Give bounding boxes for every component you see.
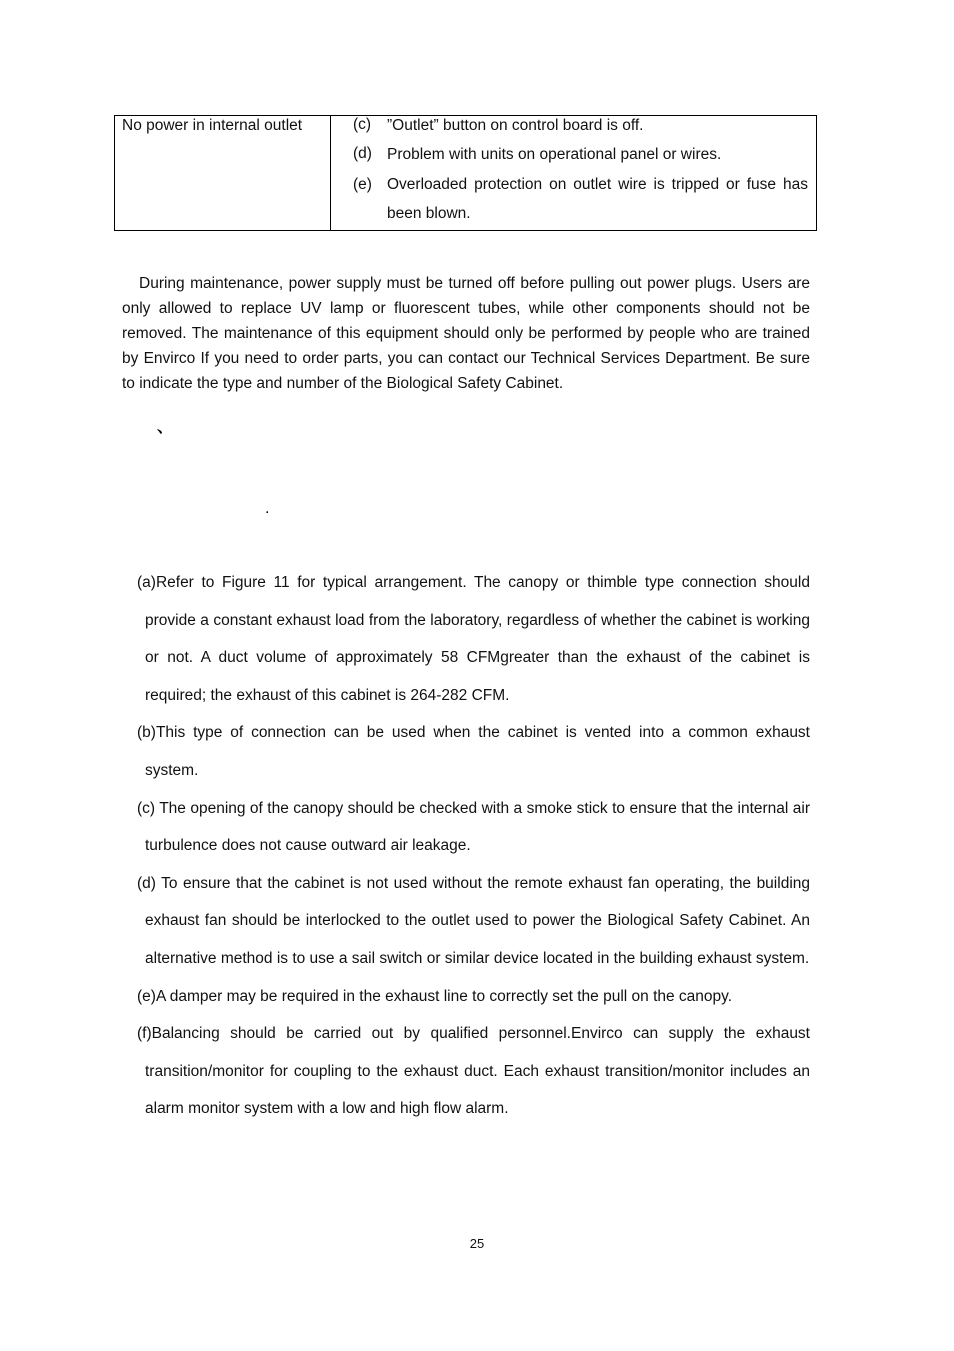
cause-letter: (d): [353, 145, 372, 162]
cause-item: [353, 116, 808, 136]
stray-comma-mark: 、: [157, 419, 174, 436]
troubleshooting-table: [114, 115, 817, 231]
maintenance-paragraph: During maintenance, power supply must be turned off before pulling out power plugs. Users are only allowed to replace UV lamp or fluorescent tubes, while other components should not be removed. The maintenance of this equipment should only be performed by people who are trained by Envirco If you need to order parts, you can contact our Technical Services Department. Be sure to indicate the type and number of the Biological Safety Cabinet.: [122, 275, 810, 392]
problem-cell: No power in internal outlet: [115, 116, 331, 230]
cause-text: Overloaded protection on outlet wire is tripped or fuse has been blown.: [387, 176, 808, 222]
cause-text: ”Outlet” button on control board is off.: [387, 117, 644, 134]
cause-item: [353, 170, 808, 228]
page-number: 25: [469, 1236, 485, 1251]
exhaust-instructions-list: [137, 564, 810, 1128]
cause-item: [353, 145, 808, 165]
cause-letter: (c): [353, 116, 372, 133]
list-item: (d) To ensure that the cabinet is not used without the remote exhaust fan operating, the building exhaust fan should be interlocked to the outlet used to power the Biological Safety Cabinet. An alternative method is to use a sail switch or similar device located in the building exhaust system.: [137, 874, 810, 967]
stray-dot-mark: .: [265, 500, 270, 517]
list-item: (f)Balancing should be carried out by qualified personnel.Envirco can supply the exhaust transition/monitor for coupling to the exhaust duct. Each exhaust transition/monitor includes an alarm monitor system with a low and high flow alarm.: [137, 1025, 810, 1118]
cause-text: Problem with units on operational panel or wires.: [387, 146, 722, 163]
list-item: (a)Refer to Figure 11 for typical arrangement. The canopy or thimble type connection should provide a constant exhaust load from the laboratory, regardless of whether the cabinet is working or not. A duct volume of approximately 58 CFMgreater than the exhaust of the cabinet is required; the exhaust of this cabinet is 264-282 CFM.: [137, 574, 810, 704]
list-item: (c) The opening of the canopy should be checked with a smoke stick to ensure that the internal air turbulence does not cause outward air leakage.: [137, 799, 810, 855]
list-item: (e)A damper may be required in the exhaust line to correctly set the pull on the canopy.: [137, 987, 733, 1005]
cause-letter: (e): [353, 176, 372, 193]
list-item: (b)This type of connection can be used when the cabinet is vented into a common exhaust system.: [137, 724, 810, 779]
causes-cell: [331, 116, 816, 230]
